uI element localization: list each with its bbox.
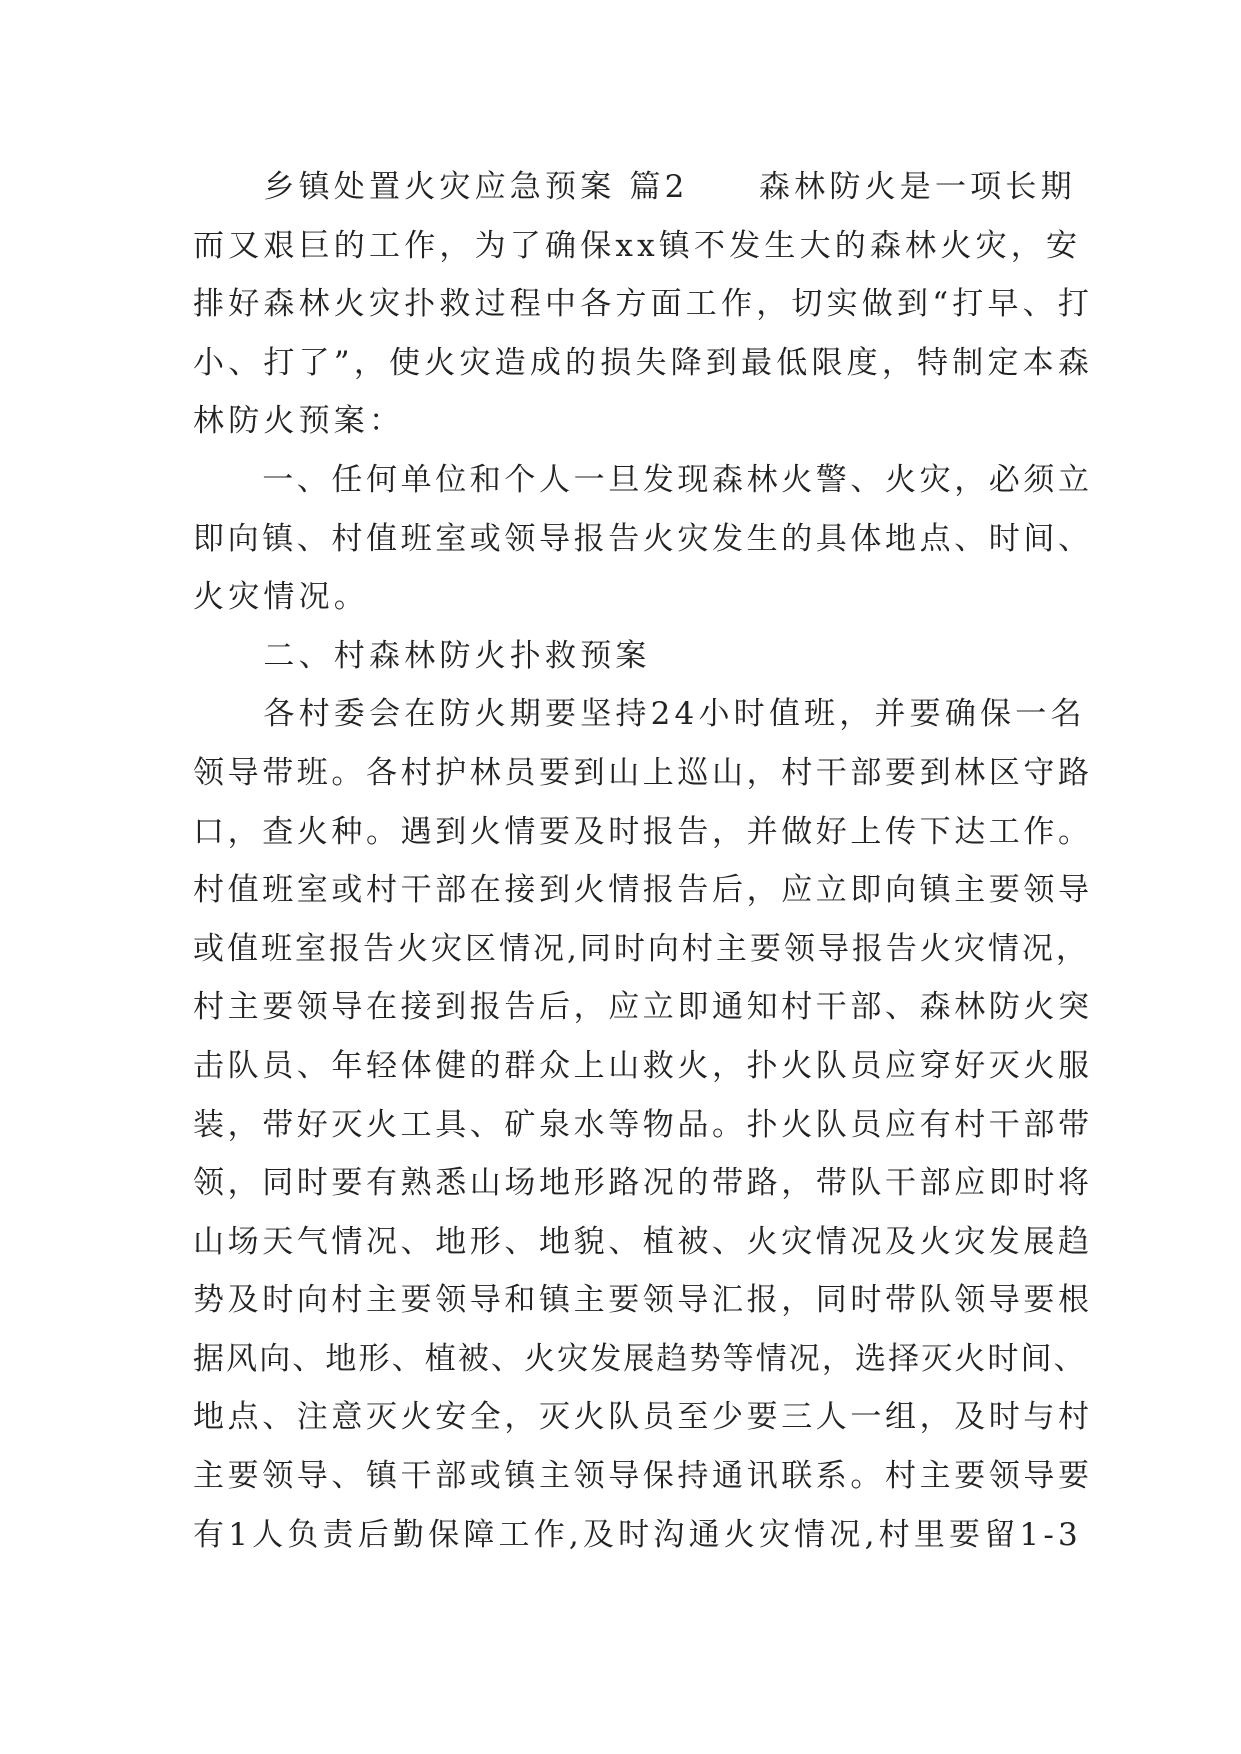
text-line: 林防火预案： <box>193 403 405 440</box>
text-line: 二、村森林防火扑救预案 <box>193 637 651 674</box>
text-line: 有1人负责后勤保障工作,及时沟通火灾情况,村里要留1-3 <box>193 1516 1082 1553</box>
text-line: 村主要领导在接到报告后，应立即通知村干部、森林防火突 <box>193 989 1093 1026</box>
text-line: 或值班室报告火灾区情况,同时向村主要领导报告火灾情况， <box>193 930 1090 967</box>
text-line: 即向镇、村值班室或领导报告火灾发生的具体地点、时间、 <box>193 520 1093 557</box>
text-line: 势及时向村主要领导和镇主要领导汇报，同时带队领导要根 <box>193 1282 1093 1319</box>
document-body <box>193 158 1094 1564</box>
text-line: 火灾情况。 <box>193 579 369 616</box>
text-line: 小、打了”，使火灾造成的损失降到最低限度，特制定本森 <box>193 344 1094 381</box>
text-line: 地点、注意灭火安全，灭火队员至少要三人一组，及时与村 <box>193 1399 1093 1436</box>
text-line: 口，查火种。遇到火情要及时报告，并做好上传下达工作。 <box>193 813 1093 850</box>
text-line: 击队员、年轻体健的群众上山救火，扑火队员应穿好灭火服 <box>193 1047 1093 1084</box>
text-line: 村值班室或村干部在接到火情报告后，应立即向镇主要领导 <box>193 872 1093 909</box>
text-line: 乡镇处置火灾应急预案 篇2 森林防火是一项长期 <box>193 169 1076 205</box>
text-line: 领导带班。各村护林员要到山上巡山，村干部要到林区守路 <box>193 754 1093 791</box>
text-line: 各村委会在防火期要坚持24小时值班，并要确保一名 <box>193 696 1086 733</box>
text-line: 山场天气情况、地形、地貌、植被、火灾情况及火灾发展趋 <box>193 1223 1093 1260</box>
text-line: 领，同时要有熟悉山场地形路况的带路，带队干部应即时将 <box>193 1165 1093 1202</box>
text-line: 而又艰巨的工作，为了确保xx镇不发生大的森林火灾，安 <box>193 227 1082 264</box>
text-line: 据风向、地形、植被、火灾发展趋势等情况，选择灭火时间、 <box>193 1340 1087 1377</box>
text-line: 主要领导、镇干部或镇主领导保持通讯联系。村主要领导要 <box>193 1458 1093 1495</box>
text-line: 一、任何单位和个人一旦发现森林火警、火灾，必须立 <box>193 461 1093 498</box>
text-line: 装，带好灭火工具、矿泉水等物品。扑火队员应有村干部带 <box>193 1106 1093 1143</box>
text-line: 排好森林火灾扑救过程中各方面工作，切实做到“打早、打 <box>193 286 1094 323</box>
